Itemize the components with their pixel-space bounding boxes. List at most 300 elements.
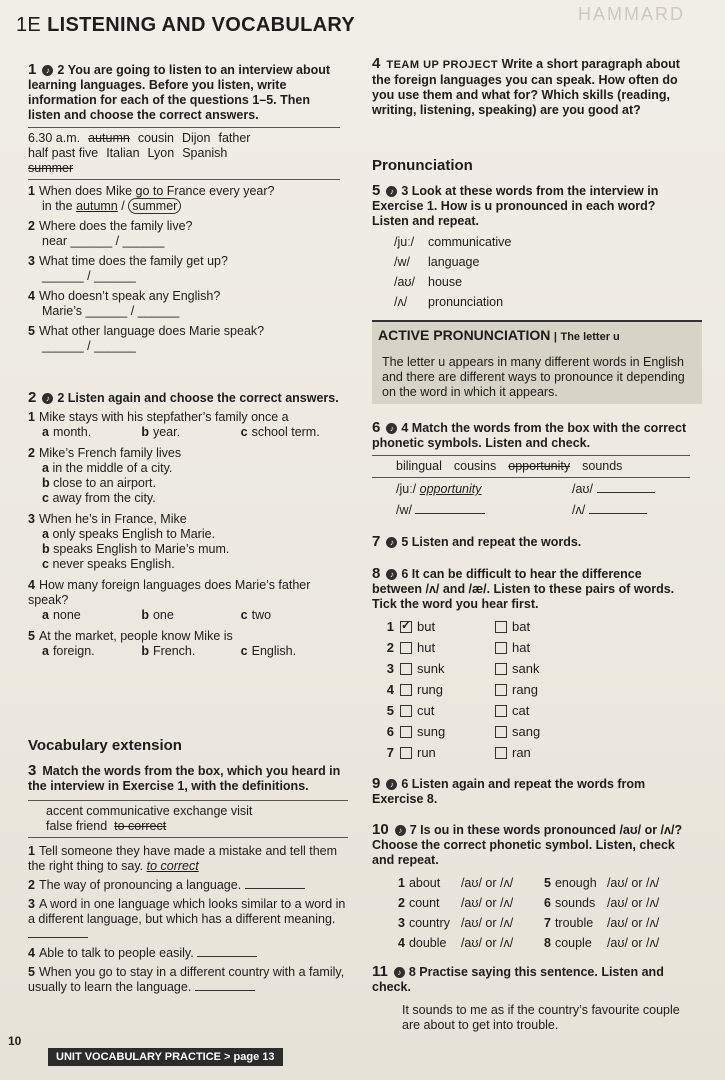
question-line: [28, 289, 340, 304]
pair-number: 4: [386, 682, 394, 697]
answer-option[interactable]: [241, 644, 340, 659]
word-pair: [372, 742, 690, 763]
answer-text: ______ / ______: [42, 269, 136, 283]
checkbox[interactable]: [495, 705, 507, 717]
phonetic-row: [394, 235, 690, 250]
checkbox[interactable]: [495, 747, 507, 759]
option-text: English.: [251, 644, 297, 658]
question-number: 4: [28, 578, 35, 592]
question-text: Mike’s French family lives: [38, 446, 182, 460]
exercise-instruction: Listen again and choose the correct answers.: [67, 391, 339, 405]
checkbox[interactable]: [400, 621, 412, 633]
question-number: 4: [28, 289, 35, 303]
option-letter: c: [42, 491, 49, 505]
item-word: about: [408, 876, 441, 890]
track-number: 2: [57, 63, 65, 77]
pronunciation-section: [372, 158, 690, 315]
word-box-word: Dijon: [181, 131, 211, 145]
definition-text: Tell someone they have made a mistake and tell them the right thing to say.: [28, 844, 338, 873]
option-letter: c: [42, 557, 49, 571]
word-text: bat: [512, 619, 531, 634]
phonetic-options: /aʊ/ or /ʌ/: [606, 936, 660, 950]
handwritten-answer: to correct: [146, 859, 199, 873]
option-text: none: [52, 608, 81, 622]
answer-text: in the: [42, 199, 77, 213]
section-title: LISTENING AND VOCABULARY: [47, 14, 356, 36]
item-word: double: [408, 936, 447, 950]
phonetic-symbol: /juː/: [394, 235, 415, 249]
phonetic-row: [394, 275, 690, 290]
item-word: trouble: [554, 916, 594, 930]
definition-number: 4: [28, 946, 35, 960]
exercise-number: 10: [372, 821, 389, 838]
option-text: month.: [52, 425, 92, 439]
option-text: school term.: [251, 425, 320, 439]
word-pair: [372, 679, 690, 700]
question-item: [28, 184, 340, 214]
answer-text: ______ / ______: [42, 339, 136, 353]
example-word: communicative: [428, 235, 512, 249]
answer-text: near ______ / ______: [42, 234, 165, 248]
definition-item: [28, 897, 348, 942]
item-word: count: [408, 896, 440, 910]
project-label: TEAM UP PROJECT: [386, 59, 499, 71]
track-number: 8: [408, 965, 416, 979]
question-text: When does Mike go to France every year?: [38, 184, 275, 198]
word-pair-list: [372, 616, 690, 763]
word-option[interactable]: [495, 640, 530, 655]
question-item: [28, 289, 340, 319]
exercise-instruction: Write a short paragraph about the foreign languages you can speak. How often do you use them and what for? Which skills (reading, writing, listening, speaking) are you good at?: [372, 57, 680, 117]
word-text: rung: [417, 682, 444, 697]
word-text: hat: [512, 640, 531, 655]
word-option[interactable]: [400, 619, 495, 634]
track-number: 2: [57, 391, 65, 405]
word-option[interactable]: [495, 682, 538, 697]
answer-option[interactable]: [241, 425, 340, 440]
audio-icon[interactable]: ♪: [395, 825, 406, 836]
choice-item[interactable]: [544, 896, 690, 911]
word-text: run: [417, 745, 436, 760]
word-box-line: [28, 131, 340, 146]
answer-option[interactable]: [28, 542, 340, 557]
option-letter: c: [240, 608, 248, 622]
choice-item[interactable]: [398, 936, 544, 951]
box-text: The letter u appears in many different words in English and there are different ways to pronounce it depending on the word in which it appears.: [382, 355, 685, 399]
word-box-word: to correct: [114, 819, 167, 833]
answer-blank[interactable]: [245, 878, 305, 889]
word-box-word: Spanish: [182, 146, 228, 160]
answer-blank[interactable]: [415, 503, 485, 514]
definition-number: 5: [28, 965, 35, 979]
exercise-number: 4: [372, 55, 381, 72]
definition-text: Able to talk to people easily.: [38, 946, 198, 960]
option-text: speaks English to Marie’s mum.: [53, 542, 230, 556]
option-letter: b: [141, 425, 149, 439]
option-letter: a: [42, 425, 49, 439]
answer-blank[interactable]: [28, 927, 88, 938]
box-title: ACTIVE PRONUNCIATION: [378, 327, 551, 343]
question-text: Who doesn’t speak any English?: [38, 289, 221, 303]
item-number: 5: [544, 876, 551, 890]
exercise-number: 1: [28, 61, 37, 78]
word-text: hut: [417, 640, 436, 655]
phonetic-symbol: /w/: [396, 503, 412, 517]
word-text: sunk: [417, 661, 445, 676]
option-text: one: [152, 608, 174, 622]
word-box-word: cousins: [453, 459, 497, 473]
option-text: close to an airport.: [53, 476, 156, 490]
word-text: sang: [512, 724, 541, 739]
track-number: 6: [401, 567, 409, 581]
option-letter: b: [42, 476, 50, 490]
checkbox[interactable]: [400, 726, 412, 738]
word-option[interactable]: [400, 682, 495, 697]
pair-number: 3: [386, 661, 394, 676]
definition-list: [28, 844, 348, 995]
item-number: 7: [544, 916, 551, 930]
question-text: What time does the family get up?: [38, 254, 228, 268]
word-option[interactable]: [400, 745, 495, 760]
definition-item: [28, 946, 348, 961]
answer-blank[interactable]: [589, 503, 647, 514]
phonetic-symbol: /ʌ/: [572, 503, 586, 517]
exercise-7: [372, 534, 690, 550]
question-list: [28, 184, 340, 354]
answer-option[interactable]: [28, 476, 340, 491]
word-pair: [372, 658, 690, 679]
item-word: enough: [554, 876, 597, 890]
answer-option[interactable]: [42, 644, 141, 659]
phonetic-row: [394, 295, 690, 310]
word-pair: [372, 637, 690, 658]
word-option[interactable]: [400, 640, 495, 655]
pair-number: 1: [386, 619, 394, 634]
track-number: 3: [401, 184, 409, 198]
item-number: 3: [398, 916, 405, 930]
word-text: sank: [512, 661, 540, 676]
question-number: 2: [28, 219, 35, 233]
word-box-word: sounds: [582, 459, 623, 473]
question-line: [28, 324, 340, 339]
word-box-word: Italian: [106, 146, 140, 160]
exercise-number: 3: [28, 762, 37, 779]
word-box: [28, 801, 348, 837]
word-pair: [372, 700, 690, 721]
question-line: [28, 629, 340, 644]
box-subtitle: The letter u: [560, 331, 620, 343]
exercise-number: 9: [372, 775, 381, 792]
track-number: 5: [401, 535, 409, 549]
item-number: 2: [398, 896, 405, 910]
option-text: never speaks English.: [52, 557, 175, 571]
phonetic-options: /aʊ/ or /ʌ/: [460, 936, 514, 950]
question-text: What other language does Marie speak?: [38, 324, 265, 338]
exercise-11: [372, 964, 690, 1033]
word-box-word: father: [218, 131, 251, 145]
checkbox[interactable]: [495, 642, 507, 654]
item-number: 8: [544, 936, 551, 950]
word-box-word: autumn: [88, 131, 130, 145]
audio-icon[interactable]: ♪: [394, 967, 405, 978]
option-letter: a: [42, 461, 49, 475]
exercise-9: [372, 776, 690, 807]
exercise-10: [372, 822, 690, 951]
definition-item: [28, 965, 348, 995]
option-letter: b: [141, 608, 149, 622]
vocabulary-practice-link[interactable]: UNIT VOCABULARY PRACTICE > page 13: [48, 1048, 283, 1066]
exercise-number: 2: [28, 389, 37, 406]
item-word: country: [408, 916, 450, 930]
answer-line: [28, 234, 340, 249]
checkbox[interactable]: [400, 642, 412, 654]
word-pair: [372, 721, 690, 742]
exercise-8: [372, 566, 690, 763]
phonetic-options: /aʊ/ or /ʌ/: [460, 896, 514, 910]
exercise-instruction: Look at these words from the interview in Exercise 1. How is u pronounced in each word? Listen and repeat.: [372, 184, 659, 228]
option-letter: a: [42, 644, 49, 658]
answer-line: [28, 304, 340, 319]
option-letter: c: [240, 644, 248, 658]
active-pronunciation-box: ACTIVE PRONUNCIATION | The letter u The letter u appears in many different words in English and there are different ways to pronounce it depending on the word in which it appears.: [372, 320, 702, 404]
answer-option[interactable]: [141, 608, 240, 623]
phonetic-options: /aʊ/ or /ʌ/: [606, 876, 660, 890]
audio-icon[interactable]: ♪: [386, 779, 397, 790]
exercise-instruction: Is ou in these words pronounced /aʊ/ or /ʌ/? Choose the correct phonetic symbol. Listen, check and repeat.: [372, 823, 683, 867]
checkbox[interactable]: [495, 663, 507, 675]
checkbox[interactable]: [495, 621, 507, 633]
exercise-2: [28, 390, 340, 665]
question-text: When he’s in France, Mike: [38, 512, 187, 526]
choice-item[interactable]: [398, 896, 544, 911]
page-title: [16, 14, 355, 37]
answer-option[interactable]: [141, 425, 240, 440]
question-text: At the market, people know Mike is: [38, 629, 233, 643]
checkbox[interactable]: [495, 726, 507, 738]
answer-option[interactable]: [42, 608, 141, 623]
phonetic-symbol: /aʊ/: [394, 275, 416, 289]
question-item: [28, 578, 340, 623]
word-pair: [372, 616, 690, 637]
exercise-4: [372, 56, 690, 118]
choice-item[interactable]: [398, 916, 544, 931]
checkbox[interactable]: [400, 705, 412, 717]
phonetic-row: [394, 255, 690, 270]
example-word: language: [428, 255, 480, 269]
word-box-line: accent communicative exchange visit: [46, 804, 253, 818]
definition-text: A word in one language which looks similar to a word in a different language, but which has a different meaning.: [28, 897, 346, 926]
question-number: 5: [28, 324, 35, 338]
option-text: French.: [152, 644, 196, 658]
answer-text: Marie’s ______ / ______: [42, 304, 180, 318]
exercise-6: [372, 420, 690, 518]
option-letter: a: [42, 527, 49, 541]
question-line: [28, 184, 340, 199]
watermark: HAMMARD: [578, 4, 685, 24]
option-text: year.: [152, 425, 181, 439]
option-text: only speaks English to Marie.: [52, 527, 216, 541]
phonetic-options: /aʊ/ or /ʌ/: [460, 876, 514, 890]
word-box-word: bilingual: [396, 459, 442, 473]
question-text: How many foreign languages does Marie’s father speak?: [28, 578, 311, 607]
question-line: [28, 446, 340, 461]
question-text: Mike stays with his stepfather’s family once a: [38, 410, 289, 424]
exercise-number: 11: [372, 963, 388, 980]
choice-grid: [372, 876, 690, 951]
word-text: cat: [512, 703, 530, 718]
option-letter: a: [42, 608, 49, 622]
track-number: 4: [401, 421, 409, 435]
section-heading: Vocabulary extension: [28, 737, 182, 754]
word-option[interactable]: [495, 661, 539, 676]
word-text: ran: [512, 745, 531, 760]
phonetic-options: /aʊ/ or /ʌ/: [606, 916, 660, 930]
answer-line: [28, 339, 340, 354]
definition-item: [28, 844, 348, 874]
exercise-instruction: Listen and repeat the words.: [411, 535, 582, 549]
answer-option[interactable]: [241, 608, 340, 623]
question-text: Where does the family live?: [38, 219, 193, 233]
word-box-word: 6.30 a.m.: [28, 131, 81, 145]
exercise-instruction: Practise saying this sentence. Listen and check.: [372, 965, 664, 994]
page-number: 10: [8, 1034, 22, 1048]
question-list: [28, 410, 340, 659]
answer-options: [28, 425, 340, 440]
word-box-word: Lyon: [147, 146, 175, 160]
answer-options: [28, 608, 340, 623]
word-text: sung: [417, 724, 446, 739]
word-option[interactable]: [400, 724, 495, 739]
word-box-word: opportunity: [508, 459, 571, 473]
example-word: house: [428, 275, 463, 289]
answer-blank[interactable]: [597, 482, 655, 493]
answer-blank[interactable]: [197, 946, 257, 957]
answer-option[interactable]: [28, 461, 340, 476]
definition-text: The way of pronouncing a language.: [38, 878, 245, 892]
answer-options: [28, 644, 340, 659]
question-line: [28, 219, 340, 234]
question-line: [28, 512, 340, 527]
option-text: in the middle of a city.: [52, 461, 173, 475]
checkbox[interactable]: [495, 684, 507, 696]
exercise-instruction: Match the words from the box with the correct phonetic symbols. Listen and check.: [372, 421, 687, 450]
item-word: sounds: [554, 896, 596, 910]
pair-number: 2: [386, 640, 394, 655]
answer-line: [28, 199, 340, 214]
item-word: couple: [554, 936, 592, 950]
answer-option[interactable]: [28, 527, 340, 542]
question-item: [28, 512, 340, 572]
circled-answer: summer: [128, 198, 181, 214]
audio-icon[interactable]: ♪: [386, 423, 397, 434]
word-option[interactable]: [495, 703, 529, 718]
checkbox[interactable]: [400, 663, 412, 675]
word-box-word: summer: [28, 161, 74, 175]
exercise-number: 6: [372, 419, 381, 436]
separator: /: [117, 199, 129, 213]
audio-icon[interactable]: ♪: [386, 186, 397, 197]
word-box-word: false friend: [46, 819, 108, 833]
question-item: [28, 324, 340, 354]
word-box: [372, 456, 690, 477]
question-number: 3: [28, 254, 35, 268]
exercise-number: 5: [372, 182, 381, 199]
question-item: [28, 446, 340, 506]
vocabulary-extension: [28, 738, 348, 999]
audio-icon[interactable]: ♪: [42, 393, 53, 404]
word-text: but: [417, 619, 436, 634]
exercise-1: [28, 62, 340, 359]
answer-blank[interactable]: [195, 980, 255, 991]
track-number: 6: [401, 777, 409, 791]
option-text: away from the city.: [52, 491, 156, 505]
audio-icon[interactable]: ♪: [386, 537, 397, 548]
audio-icon[interactable]: ♪: [386, 569, 397, 580]
answer-option[interactable]: [28, 557, 340, 572]
question-item: [28, 254, 340, 284]
choice-item[interactable]: [544, 916, 690, 931]
choice-item[interactable]: [544, 876, 690, 891]
phonetic-list: [372, 235, 690, 310]
word-option[interactable]: [400, 661, 495, 676]
definition-number: 1: [28, 844, 35, 858]
checkbox[interactable]: [400, 684, 412, 696]
option-text: foreign.: [52, 644, 95, 658]
definition-number: 2: [28, 878, 35, 892]
choice-item[interactable]: [544, 936, 690, 951]
phonetic-symbol: /juː/: [396, 482, 417, 496]
word-option[interactable]: [400, 703, 495, 718]
question-item: [28, 629, 340, 659]
word-option[interactable]: [495, 745, 531, 760]
pair-number: 7: [386, 745, 394, 760]
question-number: 1: [28, 410, 35, 424]
exercise-instruction: Match the words from the box, which you heard in the interview in Exercise 1, with the definitions.: [28, 764, 341, 793]
word-option[interactable]: [495, 619, 530, 634]
pair-number: 5: [386, 703, 394, 718]
phonetic-options: /aʊ/ or /ʌ/: [460, 916, 514, 930]
section-heading: Pronunciation: [372, 157, 473, 174]
exercise-instruction: It can be difficult to hear the difference between /ʌ/ and /æ/. Listen to these pairs of words. Tick the word you hear first.: [372, 567, 675, 611]
option-letter: c: [240, 425, 248, 439]
answer-option[interactable]: [141, 644, 240, 659]
word-text: rang: [512, 682, 539, 697]
question-line: [28, 254, 340, 269]
answer-line: [28, 269, 340, 284]
word-box-word: half past five: [28, 146, 99, 160]
choice-item[interactable]: [398, 876, 544, 891]
phonetic-symbol: /aʊ/: [572, 482, 594, 496]
checkbox[interactable]: [400, 747, 412, 759]
word-box: [28, 128, 340, 179]
track-number: 7: [409, 823, 417, 837]
option-letter: b: [141, 644, 149, 658]
answer-option[interactable]: [42, 425, 141, 440]
item-number: 1: [398, 876, 405, 890]
answer-option: autumn: [76, 199, 118, 213]
definition-item: [28, 878, 348, 893]
answer-option[interactable]: [28, 491, 340, 506]
audio-icon[interactable]: ♪: [42, 65, 53, 76]
word-box-line: [28, 146, 340, 161]
word-text: cut: [417, 703, 435, 718]
item-number: 6: [544, 896, 551, 910]
exercise-number: 7: [372, 533, 381, 550]
example-word: pronunciation: [428, 295, 504, 309]
definition-text: When you go to stay in a different country with a family, usually to learn the language.: [28, 965, 345, 994]
question-number: 3: [28, 512, 35, 526]
word-option[interactable]: [495, 724, 540, 739]
